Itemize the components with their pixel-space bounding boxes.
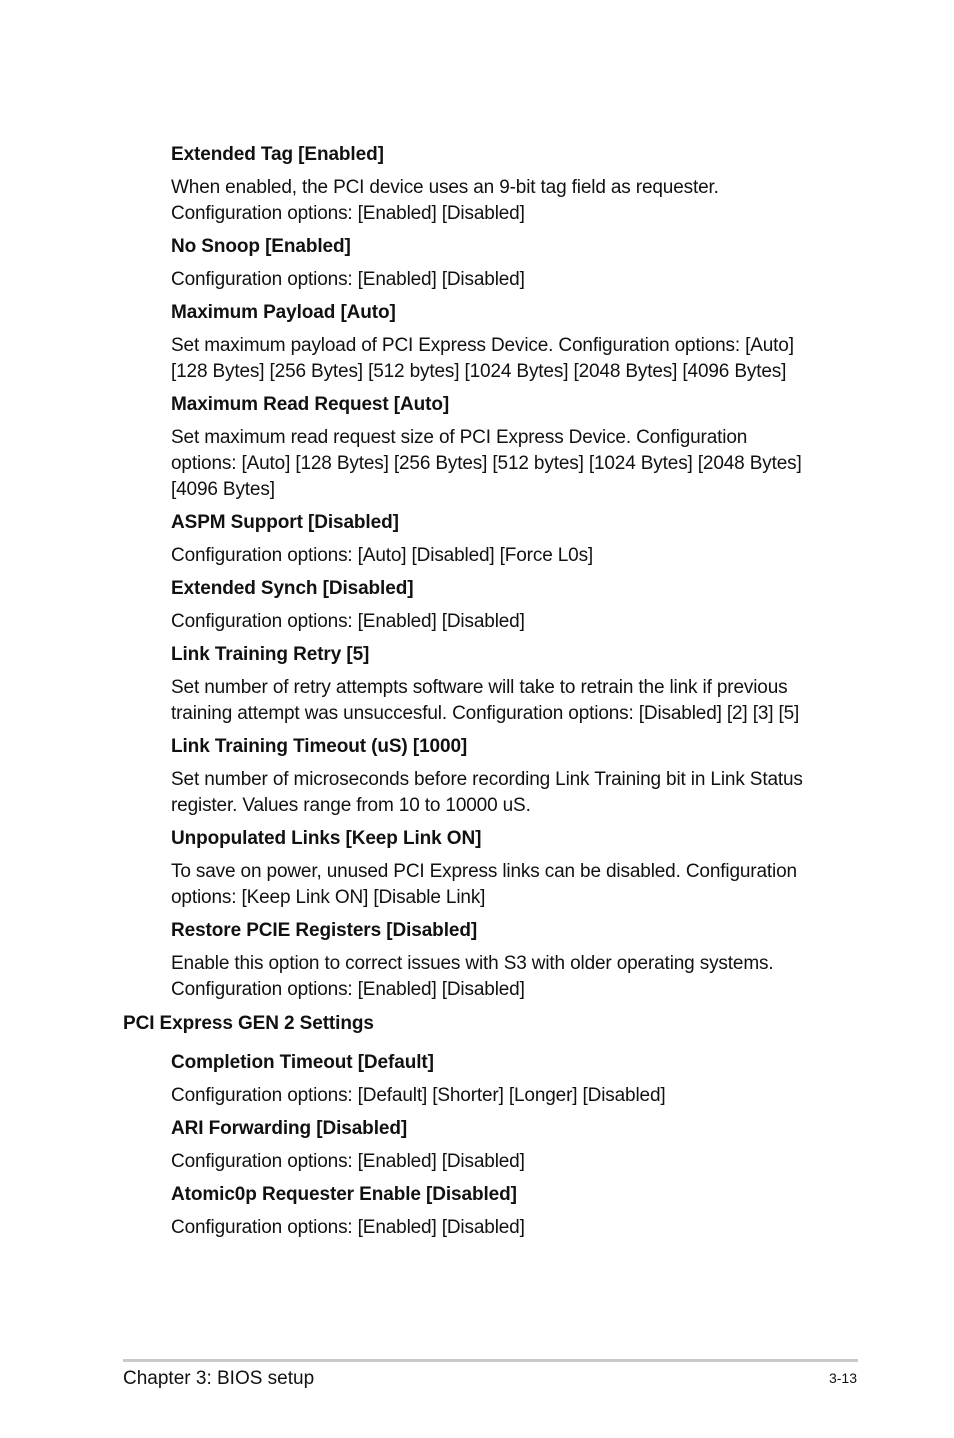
description-line: options: [Auto] [128 Bytes] [256 Bytes] [512 bytes] [1024 Bytes] [2048 Bytes] — [171, 453, 802, 474]
setting-item — [171, 918, 839, 1003]
setting-title: No Snoop [Enabled] — [171, 236, 351, 257]
setting-item — [171, 142, 839, 227]
footer-chapter: Chapter 3: BIOS setup — [123, 1368, 315, 1389]
description-line: [4096 Bytes] — [171, 479, 275, 500]
setting-title: Maximum Read Request [Auto] — [171, 394, 450, 415]
setting-title: Extended Synch [Disabled] — [171, 578, 414, 599]
setting-title: Completion Timeout [Default] — [171, 1052, 434, 1073]
description-line: Set number of retry attempts software will take to retrain the link if previous — [171, 677, 788, 698]
description-line: To save on power, unused PCI Express links can be disabled. Configuration — [171, 861, 797, 882]
section-title: PCI Express GEN 2 Settings — [123, 1013, 374, 1034]
settings-group-pcie-gen2 — [0, 1050, 954, 1241]
setting-item — [171, 642, 839, 727]
setting-item — [171, 576, 839, 635]
setting-title: Restore PCIE Registers [Disabled] — [171, 920, 478, 941]
setting-description — [171, 1083, 839, 1109]
footer-divider — [123, 1359, 858, 1362]
setting-description — [171, 675, 839, 727]
setting-title: ARI Forwarding [Disabled] — [171, 1118, 408, 1139]
setting-title: Extended Tag [Enabled] — [171, 144, 384, 165]
description-line: Configuration options: [Enabled] [Disabled] — [171, 1151, 525, 1172]
setting-title: ASPM Support [Disabled] — [171, 512, 399, 533]
setting-item — [171, 1182, 839, 1241]
setting-item — [171, 1116, 839, 1175]
description-line: Configuration options: [Enabled] [Disabled] — [171, 1217, 525, 1238]
setting-item — [171, 1050, 839, 1109]
description-line: Set maximum payload of PCI Express Device. Configuration options: [Auto] — [171, 335, 794, 356]
setting-description — [171, 425, 839, 503]
setting-description — [171, 767, 839, 819]
setting-description — [171, 609, 839, 635]
setting-title: Maximum Payload [Auto] — [171, 302, 396, 323]
description-line: Enable this option to correct issues with S3 with older operating systems. — [171, 953, 774, 974]
description-line: Configuration options: [Enabled] [Disabled] — [171, 611, 525, 632]
settings-group-pcie — [0, 142, 954, 1003]
setting-description — [171, 543, 839, 569]
setting-title: Link Training Retry [5] — [171, 644, 370, 665]
setting-item — [171, 510, 839, 569]
description-line: training attempt was unsuccesful. Configuration options: [Disabled] [2] [3] [5] — [171, 703, 800, 724]
description-line: Configuration options: [Enabled] [Disabled] — [171, 979, 525, 1000]
description-line: Configuration options: [Enabled] [Disabled] — [171, 203, 525, 224]
setting-item — [171, 826, 839, 911]
setting-description — [171, 1149, 839, 1175]
description-line: Set maximum read request size of PCI Express Device. Configuration — [171, 427, 748, 448]
setting-description — [171, 951, 839, 1003]
description-line: Set number of microseconds before recording Link Training bit in Link Status — [171, 769, 803, 790]
setting-description — [171, 859, 839, 911]
setting-item — [171, 234, 839, 293]
description-line: register. Values range from 10 to 10000 uS. — [171, 795, 531, 816]
setting-title: Atomic0p Requester Enable [Disabled] — [171, 1184, 517, 1205]
description-line: [128 Bytes] [256 Bytes] [512 bytes] [1024 Bytes] [2048 Bytes] [4096 Bytes] — [171, 361, 787, 382]
description-line: Configuration options: [Default] [Shorter] [Longer] [Disabled] — [171, 1085, 666, 1106]
setting-item — [171, 300, 839, 385]
page-content — [0, 142, 954, 1248]
description-line: Configuration options: [Enabled] [Disabled] — [171, 269, 525, 290]
setting-description — [171, 333, 839, 385]
description-line: Configuration options: [Auto] [Disabled] [Force L0s] — [171, 545, 594, 566]
setting-title: Link Training Timeout (uS) [1000] — [171, 736, 468, 757]
setting-item — [171, 392, 839, 503]
setting-item — [171, 734, 839, 819]
setting-description — [171, 1215, 839, 1241]
setting-title: Unpopulated Links [Keep Link ON] — [171, 828, 482, 849]
setting-description — [171, 267, 839, 293]
description-line: options: [Keep Link ON] [Disable Link] — [171, 887, 486, 908]
description-line: When enabled, the PCI device uses an 9-bit tag field as requester. — [171, 177, 719, 198]
page-number: 3-13 — [828, 1370, 857, 1386]
setting-description — [171, 175, 839, 227]
